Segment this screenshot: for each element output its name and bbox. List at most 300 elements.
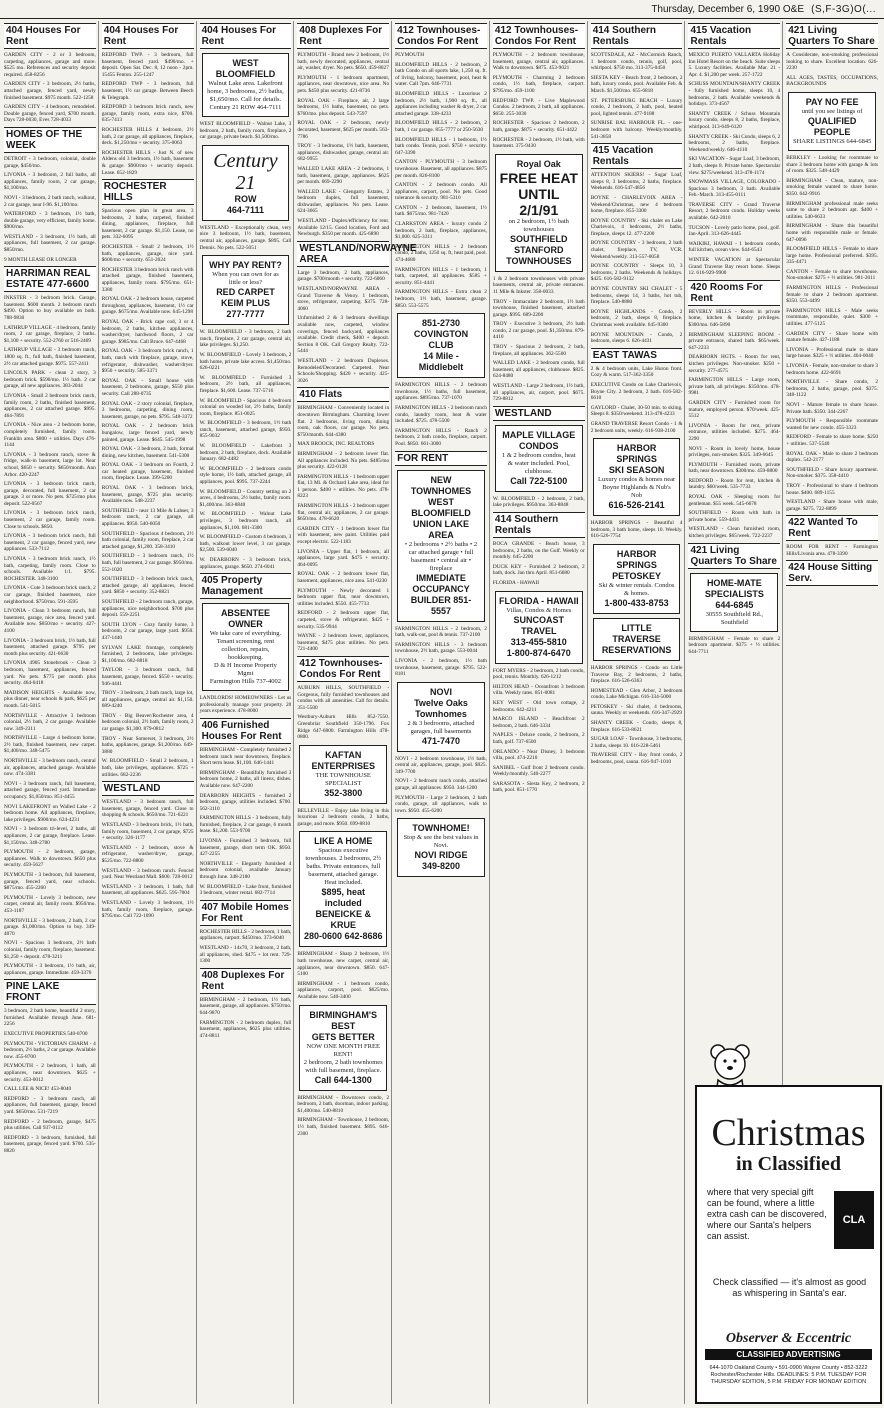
section-heading: 404 Houses For Rent [200,23,292,49]
ad-line: 464-7111 [226,204,264,215]
classified-ad: REDFORD - 3 bedroom ranch, all appliances, full basement, garage, fenced yard. $650/mo. 531-7219 [4,1095,96,1115]
classified-ad: ROYAL OAK - 2 bedroom, newly decorated, basement, $625 per month. 563-7786 [297,120,390,140]
classified-ad: W. BLOOMFIELD - 3 bedroom, 1½ bath ranch, basement, attached garage, $950. 855-9032 [199,420,292,440]
ad-line: Twelve Oaks [414,697,468,708]
classified-ad: Unfurnished 2 & 3 bedroom dwellings available now, carpeted, window coverings, fenced backyard, appliances available. Credit check, $400 + deposit. Section 8 OK. Call Gregory Realty. 722-5444 [297,315,390,355]
classified-ad: WESTLAND - Lovely 3 bedroom, 1½ bath, family room, fireplace, garage. $795/mo. Call 722-1090 [101,899,194,920]
classified-ad: SUNRISE BAL HARBOUR FL. - one-bedroom with balcony. Weekly/monthly. 541-3858 [590,120,683,140]
ad-line: NEW TOWNHOMES [410,474,472,496]
classified-ad: SYLVAN LAKE frontage, completely furnished, 2 bedrooms, lake privileges. $1,100/mo. 682-8818 [101,644,194,664]
classified-ad: BIRMINGHAM - Townhouse, 2 bedroom, 1½ bath, finished basement. $895. 646-2300 [297,1117,390,1137]
display-ad [202,255,290,325]
classified-ad: REDFORD TWP. - 3 bedroom, full basement, fenced yard. $490/mo. + deposit. Open Sat. Dec. 8, 12 noon - 2pm. 15455 Fenton. 255-1247 [101,52,194,78]
classified-ad: W. BLOOMFIELD - Country setting on 2 acres, 4 bedrooms, 2½ baths, family room. $1,400/mo. 363-8840 [199,488,292,508]
classified-ad: A Considerate, non-smoking professional looking to share. Excellent location. 626-2230 [786,52,879,72]
classified-ad: BEVERLY HILLS - Room in private home, kitchen & laundry privileges. $300/mo. 646-5890 [688,308,781,328]
ad-line: 349-8200 [421,861,461,872]
section-heading: FOR RENT [395,451,487,466]
classified-ad: LANDLORDS! HOMEOWNERS - Let us professionally manage your property. 20 years experience. 478-8000 [199,695,292,715]
classified-ad: SHANTY CREEK - Ski Condo, sleeps 6, 2 bedrooms, 2 baths, fireplace. Weekend/weekly. 646-4110 [688,133,781,153]
classified-ad: LIVONIA - 3 bedroom brick ranch, full basement, 2 car garage, fenced yard, new appliances. 533-7112 [4,533,96,553]
display-ad [202,53,290,117]
classified-ad: BLOOMFIELD HILLS - 2 bedroom, 2 bath, 1 car garage. 855-7777 or 250-5630 [395,120,487,133]
ad-line: Call 644-1300 [314,1074,372,1085]
classified-ad: GAYLORD - Chalet, 30-50 min. to skiing. Sleeps 8. $350/weekend. 313-478-4233 [590,404,683,418]
classified-ad: LINCOLN PARK - clean 2 story, 3 bedroom brick. $590/mo. 1½ bath. 2 car garage, all new appliances. 383-2044 [4,370,96,390]
ad-line: SKI SEASON [608,465,665,476]
section-heading: 421 Living Quarters To Share [688,543,780,569]
classified-ad: NORTHVILLE - Large 4 bedroom home, 2½ bath, finished basement, new carpet. $1,400/mo. 348-5475 [4,735,96,755]
classified-ad: ROCHESTER - 2 bedroom, 1½ bath, with basement. 375-9430 [492,136,585,150]
ad-line: 616-526-2141 [608,500,665,511]
classified-ad: LIVONIA - Female, non-smoker to share 3 bedroom home. 422-6691 [786,363,879,376]
classified-ad: BIRMINGHAM - Sharp 2 bedroom, 1½ bath townhouse, new carpet, central air, appliances, near downtown. $850. 647-5100 [297,951,390,978]
classified-ad: GRAND TRAVERSE Resort Condo - 1 & 2 bedroom units, weekly. 616-938-2100 [590,420,683,434]
classified-ad: 3 bedroom, 2 bath home, beautiful 2 story, furnished. Available through June. 681-2256 [4,1008,96,1028]
classified-ad: BOYNE COUNTRY - 3 bedroom, 2 bath chalet, fireplace, TV, VCR. Weekend/weekly. 313-557-0058 [590,240,683,260]
classified-ad: W. BLOOMFIELD - 2 bedroom, 2 bath, lake privileges. $950/mo. 363-8848 [492,495,585,509]
ad-line: until you see listings of [801,107,863,115]
classified-ad: FARMINGTON HILLS - Ranch 2 bedroom, 2 bath condo, fireplace, carport. Pool. $850. 661-3000 [395,427,487,447]
classified-ad: SKI VACATION - Sugar Loaf, 3 bedroom, 2 bath, sleeps 8. Private home. Spectacular view. $275/weekend. 313-478-1174 [688,156,781,176]
classified-ad: TAYLOR - 3 bedroom ranch, full basement, garage, fenced. $550 + security. 946-4441 [101,667,194,687]
issue-date: Thursday, December 6, 1990 O&E [651,4,804,15]
classified-ad: TRAVERSE CITY - Grand Traverse Resort, 2 bedroom condo. Holiday weeks available. 642-2010 [688,201,781,222]
page-header [0,0,884,19]
newspaper-logo: Observer & Eccentric [725,1331,852,1346]
classified-ad: FARMINGTON - 2 bedroom duplex, full basement, appliances, $625 plus utilities. 474-8811 [199,1019,292,1039]
classified-ad: FARMINGTON HILLS - 2 bedroom ranch condo, laundry room, heat & water included. $725. 478-5500 [395,404,487,425]
classified-ad: REDFORD - Room for rent, kitchen & laundry. $60/week. 535-7733 [688,477,781,491]
classified-ad: WESTLAND - 3 bedroom ranch. Fenced yard. Near Westland Mall. $600. 728-0012 [101,867,194,881]
display-ad [495,154,583,272]
classified-ad: WESTLAND - 3 bedroom ranch, full basement, garage, fenced yard. Close to shopping & schools. $650/mo. 721-6221 [101,799,194,819]
classified-ad: 9 MONTH LEASE OR LONGER [4,256,77,263]
classified-ad: DEARBORN HGTS. - Room for rent, kitchen privileges. Non-smoker. $250 + security. 277-4575 [688,354,781,374]
classified-ad: BOYNE - CHARLEVOIX AREA - Weekend/Christmas, new 4 bedroom home, fireplace. 855-3300 [590,194,683,215]
ad-line: Townhomes [415,708,467,719]
classified-ad: ROCHESTER - Small 2 bedroom, 1½ bath, appliances, garage, nice yard. $600/mo + security. 651-2024 [101,244,194,264]
classified-ad: 1 & 2 bedroom townhouses with private basements, central air, private entrances. 11 Mile & Inkster. 358-0033 [492,275,585,295]
classified-ad: WESTLAND - 3 bedroom, 1½ bath, all appliances, full basement, 2 car garage. $850/mo. [4,233,96,254]
classified-ad: FARMINGTON HILLS - 3 bedroom, fully furnished, fireplace, 2 car garage, 6 month lease. $1,200. 553-9700 [199,815,292,835]
classified-ad: MAX BROOCK, INC. REALTORS [297,441,375,448]
classified-ad: GARDEN CITY - Share home with mature female. 427-1188 [786,330,879,344]
ad-line: Luxury condos & homes near Boyne Highlands & Nub's Nob [597,476,676,500]
classified-ad: SOUTHFIELD - Spacious 4 bedroom, 2½ bath colonial, family room, fireplace, 2 car attached garage, $1,200. 358-3410 [101,530,194,550]
classified-ad: TROY - 3 bedroom, 2 bath ranch, large lot, all appliances, garage, central air. $1,150. 689-4240 [101,690,194,710]
classified-ad: FARMINGTON HILLS - 1 bedroom, 1 bath, carpeted, all appliances. $585 + security. 851-4441 [395,266,487,286]
classified-ad: LIVONIA - Upper flat, 1 bedroom, all appliances, large yard. $475 + security. 464-0095 [297,548,390,568]
classified-ad: BELLEVILLE - Enjoy lake living in this luxurious 2 bedroom condo, 2 baths, garage, and more. $950. 699-8810 [297,807,390,827]
ad-line: D & H Income Property Mgmt [214,662,277,678]
classified-ad: BOYNE MOUNTAIN - Condo, 2 bedroom, sleeps 6. 626-4431 [590,331,683,345]
classified-ad: PLYMOUTH - Responsible roommate wanted for new condo. 455-3323 [786,418,879,431]
classified-ad: LIVONIA - 3 bedroom ranch, stove & fridge, walk-in basement, large lot. Near school, $650 + security. $650/month. Ann Arbor. 420-2247 [4,451,96,478]
classified-ad: SANIBEL - Gulf front 2 bedroom condo. Weekly/monthly. 540-2277 [492,764,585,778]
classified-ad: ROYAL OAK - 3 bedroom brick ranch, 1 bath, ranch with fireplace, garage, stove, refrigerator, dishwasher, washer/dryer. $950 + security. 585-3371 [101,348,194,375]
classified-ad: FARMINGTON HILLS - 2 bedroom upper flat, central air, appliances, 2 car garage. $650/mo. 478-6620 [297,503,390,523]
classified-ad: ROYAL OAK - Brick cape cod, 3 or 4 bedroom, 2 baths, kitchen appliances, washer/dryer, hardwood floors, 2 car garage. $985/mo. Call Bruce. 647-4468 [101,319,194,345]
classified-ad: NOVI - 2 bedroom ranch condo, attached garage, all appliances. $950. 344-1200 [395,778,487,792]
display-ad [299,745,387,804]
classified-ad: WALLED LAKE AREA - 2 bedrooms, 1 bath, basement, garage, appliances. $625 per month. 669-2290 [297,165,390,186]
section-heading: 424 House Sitting Serv. [786,560,878,586]
classified-ad: LIVONIA - Professional male to share large house. $325 + ½ utilities. 464-0040 [786,346,879,360]
classified-ad: NAPLES - Deluxe condo, 2 bedroom, 2 bath, golf. 737-6500 [492,732,585,745]
ad-line: HOME-MATE [706,577,762,588]
ad-line: 30555 Southfield Rd., Southfield [705,610,764,626]
classified-ad: PLYMOUTH - 2 bedroom, garage, appliances. Walk to downtown. $650 plus security. 459-5627 [4,849,96,869]
ad-line: BENEICKE & KRUE [315,909,371,931]
ad-line: NOW ONE MONTH FREE RENT! [306,1042,380,1058]
classified-ad: ST. PETERSBURG BEACH - Luxury condo, 2 bedroom, 2 bath, pool, heated pool, lighted tennis. 477-9188 [590,97,683,117]
classified-ad: NOVI - Spacious 3 bedroom, 2½ bath colonial, family room, fireplace, basement. $1,250 + deposit. 478-3211 [4,940,96,960]
classified-ad: Large 3 bedroom, 2 bath, appliances, garage. $700/month + security. 722-6060 [297,269,390,283]
column-1 [4,21,99,1404]
ad-line: PETOSKEY [612,570,661,581]
classified-ad: PLYMOUTH - 3 bedroom, full basement, garage, fenced yard, near schools. $875/mo. 455-2260 [4,871,96,892]
classified-ad: LIVONIA - 3 bedroom brick ranch, basement, 2 car garage, family room. Close to schools. $850. [4,510,96,530]
ad-line: 644-6845 [715,599,754,610]
ad-line: STANFORD [514,244,564,255]
classified-ad: WAIKIKI, HAWAII - 1 bedroom condo, full kitchen, ocean view. 644-6543 [688,240,781,254]
promo-tagline: Check classified — it's almost as good as whispering in Santa's ear. [712,1277,867,1298]
classified-ad: BIRMINGHAM - Conveniently located in downtown Birmingham. Charming lower flat. 2 bedrooms, living room, dining room, oak floors, car garage. No pets. $750/month. 644-4380 [297,405,390,438]
classified-ad: W. BLOOMFIELD - Furnished 3 bedroom, 2½ bath, all appliances, fireplace. $1,600. Lease. 737-5716 [199,374,292,394]
classified-ad: TROY - 3 bedrooms, 1½ bath, basement, appliances, dishwasher, garage, central air. 682-9955 [297,143,390,163]
classified-ad: NORTHVILLE - 3 bedroom ranch, central air, appliances, attached garage. Available now. 474-3381 [4,758,96,778]
section-heading: 408 Duplexes For Rent [297,23,389,49]
classified-ad: NORTHVILLE - 3 bedroom, 2 bath, 2 car garage. $1,000/mo. Option to buy. 349-4070 [4,917,96,937]
classified-ad: LATHRUP VILLAGE - 4 bedroom, family room, 2 car garage, fireplace, 2 baths. $1,100 + security. 552-2760 or 516-2469 [4,324,96,344]
classified-ad: FARMINGTON HILLS - 1 bedroom upper flat, 13 Mi. & Orchard Lake area, ideal for 1 person. $400 + utilities. No pets. 478-8223 [297,473,390,500]
classified-ad: PLYMOUTH - Furnished room, private bath, near downtown. $300/mo. 459-8800 [688,461,781,475]
ad-line: COVINGTON CLUB [413,329,469,351]
classified-ad: BIRMINGHAM - 2 bedroom, 1½ bath, basement, garage, all appliances. $750/mo. 644-9870 [199,996,292,1016]
classified-ad: REDFORD - 2 bedroom, garage, $475 plus utilities. Call 937-0112 [4,1118,96,1132]
classified-ad: PLYMOUTH - Brand new 2 bedroom, 1½ bath, newly decorated, appliances, central air, washer, dryer. No pets. $650. 459-8027 [297,52,390,72]
classified-ad: NOVI - 3 bedroom tri-level, 2 baths, all appliances, 2 car garage, fireplace. Lease. $1,150/mo. 348-2780 [4,826,96,846]
promo-subheadline: in Classified [735,1153,842,1175]
classified-ad: WESTLAND - Clean furnished room, kitchen privileges. $65/week. 722-2237 [688,526,781,540]
display-ad [788,92,876,151]
ad-line: on 2 bedroom, 1½ bath townhouses [508,217,569,233]
classified-ad: LIVONIA - Nice area - 2 bedroom home, completely furnished, family room. Franklin area. $800 + utilities. Days 476-1144 [4,422,96,449]
classified-ad: BOYNE COUNTRY - Ski chalet on Lake Charlevoix, 4 bedrooms, 2½ baths, fireplace, sleeps 12. 477-2200 [590,217,683,237]
section-heading: HOMES OF THE WEEK [4,127,96,153]
ad-line: 313-455-5810 [510,636,567,647]
classified-ad: ROYAL OAK - 3 bedroom on Fourth, 2 car heated garage, basement, finished room, fireplace. Lease. 399-5200 [101,462,194,482]
ad-line: Villas, Condos & Homes [506,606,572,614]
classified-ad: ROYAL OAK - 3 bedroom brick, basement, garage, $725 plus security. Available now. 548-2237 [101,485,194,505]
classified-ad: INKSTER - 3 bedroom brick. Garage, basement. $600 month. 2 bedroom ranch $490. Option to buy available on both. 788-9830 [4,295,96,322]
classified-ad: ROCHESTER - Spacious 2 bedroom, 2 bath, garage. $875 + security. 651-4422 [492,120,585,133]
ad-line: GETS BETTER [311,1031,375,1042]
classified-ad: REDFORD 3 bedroom brick ranch, new garage, family room, extra nice, $700. 635-7413 [101,104,194,124]
classified-ad: NOVI - Mature female to share house. Private bath. $350. 344-2267 [786,401,879,415]
classified-ad: Westbury-Auburn Hills 852-7550. Greenbriar Southfield 350-1796. Fox Ridge 647-6800. Farmington Hills 478-0800. [297,714,390,741]
classified-ad: DUCK KEY - Furnished 2 bedroom, 2 bath, dock. Jan thru April. 851-6680 [492,563,585,577]
classified-ad: SUGAR LOAF - Townhouse, 3 bedrooms, 2 baths, sleeps 10. 616-228-5461 [590,736,683,749]
classified-ad: FARMINGTON HILLS - Large room, private bath, all privileges. $350/mo. 478-9981 [688,377,781,397]
classified-ad: FARMINGTON HILLS - 2 bedroom townhouse, 1½ baths, full basement, appliances. $895/mo. 737-1070 [395,382,487,402]
ad-line: PAY NO FEE [805,96,859,107]
classified-ad: LIVONIA - 3 bedroom brick, 1½ bath, full basement, attached garage. $795 per month plus security. 421-6630 [4,637,96,657]
ad-line: Royal Oak [516,158,561,169]
classified-ad: WATERFORD - 3 bedroom, 1½ bath, double garage, very efficient, family home. $900/mo. [4,211,96,231]
classified-ad: LIVONIA - 3 bedroom brick ranch, 1½ bath, carpeting, family room. Close to schools. Available 1/1. $795. ROCHESTER. 348-3100 [4,556,96,582]
classified-ad: BIRMINGHAM - 2 bedroom lower flat. All appliances included. No pets. $485/mo plus security. 422-0128 [297,450,390,471]
classified-ad: GARDEN CITY - 3 bedroom, 2½ baths, attached garage, fenced yard, newly finished basement. $975 month. 522-1258 [4,81,96,101]
section-heading: 407 Mobile Homes For Rent [200,900,292,926]
column-6 [493,21,588,1404]
section-heading: EAST TAWAS [591,348,683,363]
classified-ad: ROCHESTER HILLS 4 bedroom, 2½ bath, 2 car garage, all appliances, fireplace, deck. $1,250/mo + security. 375-0063 [101,126,194,147]
classified-ad: CANTON - Female to share townhouse. Non-smoker. $275 + ½ utilities. 981-2011 [786,268,879,282]
classified-ad: GARDEN CITY - Furnished room for mature, employed person. $70/week. 425-5512 [688,399,781,420]
section-heading: 405 Property Management [200,573,292,599]
ad-line: SHARE LISTINGS 644-6845 [792,137,872,145]
classified-band: CLASSIFIED ADVERTISING [705,1349,872,1360]
section-heading: WESTLAND [493,406,585,421]
ad-line: Walnut Lake area. Lakefront home, 3 bedrooms, 2½ baths, $1,650/mo. Call for details. [207,80,284,103]
ad-line: CONDOS [519,440,559,451]
ad-line: BUILDER 851-5557 [410,594,472,616]
ad-line: 14 Mile - Middlebelt [418,351,464,373]
classified-ad: NOVI - 3 bedroom, 2 bath ranch, walkout, 2 car garage, near I-96. $1,100/mo. [4,194,96,208]
classified-ad: ROYAL OAK - Sleeping room for gentleman. $55 week. 545-6678 [688,494,781,507]
classified-ad: W. BLOOMFIELD - Lovely 3 bedroom, 2 bath home, private lake access. $1,450/mo. 626-0221 [199,351,292,372]
classified-ad: HOMESTEAD - Glen Arbor, 2 bedroom condo, Lake Michigan. 616-334-5000 [590,687,683,701]
classified-ad: SHANTY CREEK - Condo, sleeps 8, fireplace. 616-533-8621 [590,720,683,733]
ad-line: Spacious executive townhouses. 2 bedrooms, 2½ baths. Private entrances, full basement, attached garage. Heat included. [305,847,382,887]
christmas-classified-promo [695,1085,882,1404]
ad-line: Century 21 [213,149,278,194]
classified-ad: WESTLAND - Large 2 bedroom, 1½ bath, all appliances, air, carport, pool. $675. 729-8812 [492,383,585,403]
classified-ad: LIVONIA - Cute 3 bedroom brick ranch, 2 car garage, finished basement, nice neighborhood. $750/mo. 591-3595 [4,585,96,605]
classified-ad: TROY - Professional to share 4 bedroom house. $400. 689-1155 [786,482,879,496]
classified-ad: BLOOMFIELD HILLS - 2 bedroom, 2 bath Condo on all sports lake, 1,250 sq. ft. of living, balcony, basement, pool, heat & water. Call 7pm. 646-7731 [395,61,487,88]
section-heading: ROCHESTER HILLS [102,179,194,205]
ad-line: LIKE A HOME [314,836,373,847]
classified-ad: DETROIT - 3 bedroom, colonial, double garage, $450/mo. [4,155,96,169]
classified-ad: W. BLOOMFIELD - Lake front, furnished 3 bedroom, winter rental. 682-7714 [199,883,292,897]
classified-ad: ORLANDO - Near Disney, 3 bedroom villa, pool. 474-2210 [492,748,585,762]
section-heading: 410 Flats [297,387,389,402]
classified-ad: ROOM FOR RENT - Farmington Hills/Livonia area. 478-3390 [786,544,879,557]
classified-ad: CANTON - PLYMOUTH - 3 bedroom townhouse. Basement, all appliances. $875 per month. 826-8100 [395,159,487,179]
section-heading: 421 Living Quarters To Share [786,23,878,49]
ad-line: 1-800-874-6470 [506,647,571,658]
classified-ad: ROYAL OAK - 2 bedroom lower flat, basement, appliances, nice area. 541-0230 [297,571,390,584]
ad-line: IMMEDIATE OCCUPANCY [412,572,470,594]
section-heading: 420 Rooms For Rent [688,280,780,306]
classified-ad: NORTHVILLE - Attractive 3 bedroom colonial, 2½ bath, 2 car garage. Available now. 349-2311 [4,712,96,732]
classified-ad: WESTLAND - 3 bedroom brick, 1½ bath, family room, basement, 2 car garage, $725 + security. 326-1177 [101,822,194,842]
classified-ad: SIESTA KEY - Beach front, 2 bedroom, 2 bath, luxury condo, pool. Available Feb. & March. $1,500/mo. 655-6818 [590,74,683,94]
ad-line: 280-0600 642-8686 [303,931,383,942]
classified-ad: W. BLOOMFIELD - Custom 4 bedroom, 3 bath, walkout lower level, 3 car garage. $2,500. 539-0040 [199,534,292,554]
classified-ad: BIRMINGHAM - Completely furnished 2 bedroom ranch near downtown, fireplace. Short term lease. $1,100. 646-1441 [199,746,292,767]
classified-ad: EXECUTIVE PROPERTIES 540-8700 [4,1031,88,1038]
section-heading: 404 Houses For Rent [4,23,96,49]
classified-ad: W. BLOOMFIELD - Walnut Lake privileges, 3 bedroom ranch, all appliances, $1,100. 681-3300 [199,511,292,531]
classified-ad: CANTON - 2 bedroom condo. All appliances, carport, pool. No pets. Good tolerance & security. 981-5310 [395,182,487,202]
classified-ad: WALLED LAKE - 2 bedroom condo, full basement, all appliances, clubhouse. $825. 624-8480 [492,360,585,380]
display-ad [593,618,681,661]
section-heading: 412 Townhouses-Condos For Rent [297,656,389,682]
classified-ad: BOCA GRANDE - Beach house, 3 bedrooms, 2 baths, on the Gulf. Weekly or monthly. 645-2200 [492,541,585,561]
classified-ad: AUBURN HILLS, SOUTHFIELD - Gorgeous, fully furnished townhouses and condos with all amenities. Call for details. 351-5500 [297,684,390,711]
section-heading: 412 Townhouses-Condos For Rent [395,23,487,49]
section-heading: 415 Vacation Rentals [591,143,683,169]
classified-ad: FARMINGTON HILLS - 2 bedroom, 2 bath, walk-out, pool & tennis. 737-2100 [395,625,487,639]
section-heading: WESTLAND [102,781,194,796]
ad-line: HARBOR SPRINGS [616,548,657,570]
classified-ad: SOUTHFIELD - Share luxury apartment. Non-smoker. $375. 358-4410 [786,466,879,480]
classified-ad: MADISON HEIGHTS - Available now, plus dinner, near schools & park, $625 per month. 541-5015 [4,689,96,709]
ad-line: SUNCOAST TRAVEL [513,614,565,636]
promo-copy: where that very special gift can be found, where a little extra cash can be discovered, where our Santa's helpers can assist. [707,1187,827,1241]
classified-ad: WESTLAND - 3 bedroom, 1 bath, full basement, all appliances. $625. 595-7004 [101,883,194,897]
ad-line: Century 21 ROW 464-7111 [209,104,282,111]
display-ad [299,831,387,947]
classified-ad: Spacious open plan in great area. 3 bedrooms, 2 baths, carpeted, finished dining, appliances, fireplace, full basement, 2 car garage. $1,150. Lease, no pets. 332-6095 [101,208,194,241]
ad-line: BIRMINGHAM'S BEST [309,1009,378,1031]
classified-ad: WINTER VACATION at Spectacular Grand Traverse Bay resort home. Sleeps 12. 616-929-9900 [688,257,781,277]
classified-ad: BIRMINGHAM - Female to share 2 bedroom apartment. $375 + ½ utilities. 644-7711 [688,635,781,655]
classified-ad: W. BLOOMFIELD - Lakefront 3 bedroom, 2 bath, fireplace, dock. Available January. 682-4482 [199,443,292,463]
display-ad [690,573,778,632]
display-ad [397,470,485,622]
classified-ad: REDFORD - 2 bedroom upper flat, carpeted, stove & refrigerator. $425 + security. 535-9944 [297,610,390,630]
ad-line: When you can own for as little or less? [212,271,279,287]
section-heading: 412 Townhouses-Condos For Rent [493,23,585,49]
classified-ad: BIRMINGHAM - Share this beautiful home with responsible male or female. 647-0096 [786,223,879,243]
classified-ad: W. BLOOMFIELD - 2 bedroom condo style home, 1½ bath, attached garage, all appliances, pool. $995. 737-2244 [199,465,292,486]
section-heading: WESTLAND/NORWAYNE AREA [299,242,417,265]
classified-ad: WEST BLOOMFIELD - Walnut Lake, 3 bedroom, 2 bath, family room, fireplace, 2 car garage, private beach. $1,500/mo. [199,121,292,141]
section-heading: HARRIMAN REAL ESTATE 477-6600 [4,266,96,292]
ad-line: 277-7777 [226,309,265,320]
classified-ad: BIRMINGHAM SLEEPING ROOM - private entrance, shared bath. $65/week. 647-2233 [688,331,781,351]
classified-ad: LIVONIA - Furnished 3 bedroom, full basement, garage, short term OK. $950. 427-2255 [199,838,292,858]
ad-line: 471-7470 [421,735,461,746]
classified-ad: SCOTTSDALE, AZ - McCormick Ranch, 1 bedroom condo, tennis, golf, pool, whirlpool. $750 mo. 313-375-0450 [590,52,683,72]
classified-ad: REDFORD - Female to share home. $250 + utilities. 537-5540 [786,434,879,447]
classified-ad: ROYAL OAK - 3 bedroom, 2 bath, formal dining, new kitchen, basement. 541-5300 [101,446,194,459]
classified-ad: GARDEN CITY - 2 or 3 bedroom, carpeting, appliances, garage and more. $525 mo. References and security deposit required. 458-8256 [4,52,96,78]
classified-ad: LATHRUP VILLAGE - 3 bedroom ranch, 1800 sq. ft., full bath, finished basement, 2½ car attached garage. $975. 557-2411 [4,347,96,367]
classified-ad: HILTON HEAD - Oceanfront 3 bedroom villa. Weekly rates. 851-0081 [492,683,585,697]
ad-line: WHY PAY RENT? [209,260,282,271]
ad-line: ABSENTEE OWNER [220,608,270,630]
classified-ad: NOVI - Room in lovely home, house privileges, non-smoker. $325. 349-6645 [688,445,781,459]
classified-ad: NOVI - 3 bedroom ranch, full basement, attached garage, fenced yard. Immediate occupancy. $1,050/mo. 851-4455 [4,780,96,801]
display-ad [397,818,485,877]
classified-ad: BERKLEY - Looking for roommate to share 3 bedroom home with garage & lots of room. $325. 548-4429 [786,154,879,175]
classified-ad: CANTON - 2 bedroom, basement, 1½ bath. $675/mo. 981-7420 [395,204,487,218]
section-heading: 414 Southern Rentals [493,512,585,538]
classified-ad: PETOSKEY - Ski chalet, 4 bedrooms, sauna. Weekly or weekends. 616-347-2929 [590,703,683,717]
ad-line: HARBOR SPRINGS [616,443,657,465]
section-heading: 404 Houses For Rent [102,23,194,49]
classified-ad: W. BLOOMFIELD - 3 bedroom, 2 bath ranch, fireplace, 2 car garage, central air, lake privileges. $1,250. [199,329,292,349]
classified-ad: SARASOTA - Siesta Key, 2 bedroom, 2 bath, pool. 851-1770 [492,780,585,794]
classified-ad: SOUTHFIELD - 3 bedroom brick ranch, attached garage, all appliances, fenced yard. $850 + security. 352-8821 [101,576,194,596]
classified-ad: ROCHESTER HILLS - 2 bedroom, 1 bath, appliances, carport. $450/mo. 373-6040 [199,928,292,942]
classified-ad: LIVONIA - 2 bedroom, 1½ bath townhouse, basement, garage. $795. 522-8181 [395,657,487,678]
classified-ad: NORTHVILLE - Elegantly furnished 4 bedroom colonial, available January through June. 348-2180 [199,860,292,881]
classified-ad: BLOOMFIELD HILLS - Female to share large home. Professional preferred. $395. 335-4471 [786,246,879,266]
classified-ad: LIVONIA 4905 Stonebrook - Clean 3 bedroom, basement, appliances, fenced yard. No pets. $775 per month plus security. 464-0418 [4,660,96,687]
classified-ad: LIVONIA - 3 bedroom, 2 full baths, all appliances, family room, 2 car garage, $1,100/mo. [4,172,96,192]
ad-line: Stop & see the best values in Novi. [403,834,479,850]
classified-ad: ATTENTION SKIERS! - Sugar Loaf, sleeps 8, 3 bedrooms, 2 baths, fireplace. Weekends. 616-547-4856 [590,172,683,192]
classified-ad: TROY - Spacious 2 bedroom, 2 bath, fireplace, all appliances. 362-5500 [492,344,585,357]
ad-line: RED CARPET KEIM PLUS [216,287,275,309]
classified-ad: SOUTHFIELD - 2 bedroom ranch, garage, appliances, nice neighborhood. $700 plus deposit. 559-2251 [101,598,194,619]
display-ad [495,425,583,492]
classified-ad: NORTHVILLE - Share condo, 2 bedrooms, 2 baths, garage, pool. $375. 348-1122 [786,379,879,399]
ad-line: ROW [234,193,257,204]
ad-line: 1 & 2 bedroom condos, heat & water included. Pool, clubhouse. [501,451,576,475]
classified-ad: HARBOR SPRINGS - Condo on Little Traverse Bay, 2 bedrooms, 2 baths, fireplace. 616-526-6363 [590,664,683,685]
century21-display-ad [202,145,290,221]
classified-ad: BOYNE COUNTRY SKI CHALET - 5 bedrooms, sleeps 14, 3 baths, hot tub, fireplace. 540-8880 [590,286,683,306]
classified-ad: SNOWMASS VILLAGE, COLORADO - Spacious 3 bedroom, 3 bath. Available Feb.-March. 313-455-0111 [688,179,781,199]
classified-ad: W. BLOOMFIELD - Small 2 bedroom, 1 bath, lake privileges, appliances. $725 + utilities. 682-2236 [101,758,194,778]
classified-ad: ROYAL OAK - 2 story colonial, fireplace, 3 bedrooms, carpeting, dining room, basement, garage, no pets. $795. 548-3372 [101,400,194,420]
display-ad [593,544,681,614]
classified-ad: WESTLAND - 2 bedroom Duplexes. Remodeled/Decorated. Carpeted. Near Schools/Shopping. $420 + security. 425-3026 [297,357,390,384]
ad-line: 1-800-433-8753 [604,597,669,608]
classified-ad: WESTLAND - 14x70, 3 bedroom, 2 bath, all appliances, shed. $475 + lot rent. 729-1300 [199,945,292,965]
classified-ad: BIRMINGHAM professional male seeks same to share 2 bedroom apt. $400 + utilities. 540-6633 [786,200,879,220]
classified-ad: GARDEN CITY - 4 bedroom, remodeled. Double garage, fenced yard, $700 month. Days 728-0030, Eves 728-4033 [4,104,96,124]
ad-line: RESERVATIONS [601,644,672,655]
ad-line: 851-2730 [421,318,461,329]
column-7 [591,21,686,1404]
classified-ad: PLYMOUTH - 1 bedroom apartment, appliances, near downtown, nice area. No pets. $450 plus security. 421-8736 [297,74,390,94]
ad-line: 352-3800 [324,787,363,798]
display-ad [593,438,681,516]
classified-ad: LIVONIA - Small 2 bedroom brick ranch, family room, 2 baths, finished basement, appliances, 2 car attached garage. $995. 464-7891 [4,392,96,419]
column-4 [297,21,417,1404]
classified-ad: FARMINGTON HILLS - Professional female to share 2 bedroom apartment. $350. 553-4499 [786,285,879,305]
classified-ad: TROY - Executive 3 bedroom, 2½ bath condo, 2 car garage, pool. $1,350/mo. 879-4410 [492,321,585,341]
ad-line: WEST BLOOMFIELD [215,58,276,79]
display-ad [299,1005,387,1091]
page-code: (S,F-3G)O(... [811,4,876,15]
classified-ad: FARMINGTON HILLS - 2 bedroom condo, 2 baths, 1250 sq. ft, heat paid, pool. 474-4680 [395,243,487,264]
classified-ad: FLORIDA - HAWAII [492,579,539,586]
classified-ad: BIRMINGHAM - Clean, mature, non-smoking female wanted to share home. $350. 642-9916 [786,177,879,197]
ad-line: • 2 bedrooms • 2½ baths • 2 car attached garage • full basement • central air • fireplace [404,540,478,572]
ad-line: We take care of everything. Tenant screening, rent collection, repairs, bookkeeping. [209,630,282,662]
classified-ad: ROYAL OAK - Fireplace, air, 2 large bedrooms, 1½ baths, basement, no pets. $760/mo. plus deposit. 543-7597 [297,97,390,117]
ad-line: $895, heat included [321,887,365,909]
classified-ad: LIVONIA - 3 bedroom brick ranch, garage, decorated, full basement, 2 car garage. 3 or more. No pets. $725/mo plus deposit. 522-0567 [4,481,96,507]
classified-ad: ROYAL OAK - Small house with basement, 2 bedrooms, garage, $550 plus security. Call 288-0735 [101,377,194,397]
ad-line: Call 722-5100 [510,475,568,486]
ad-line: Farmington Hills 737-4002 [209,678,282,686]
display-ad [495,591,583,664]
ad-line: MAPLE VILLAGE [502,429,576,440]
display-ad [397,682,485,752]
classified-ad: WESTLAND - Exceptionally clean, very nice 3 bedroom, 1½ bath, basement, central air, appliances, garage. $895. Call Dennis. No pets. 522-5051 [199,224,292,251]
